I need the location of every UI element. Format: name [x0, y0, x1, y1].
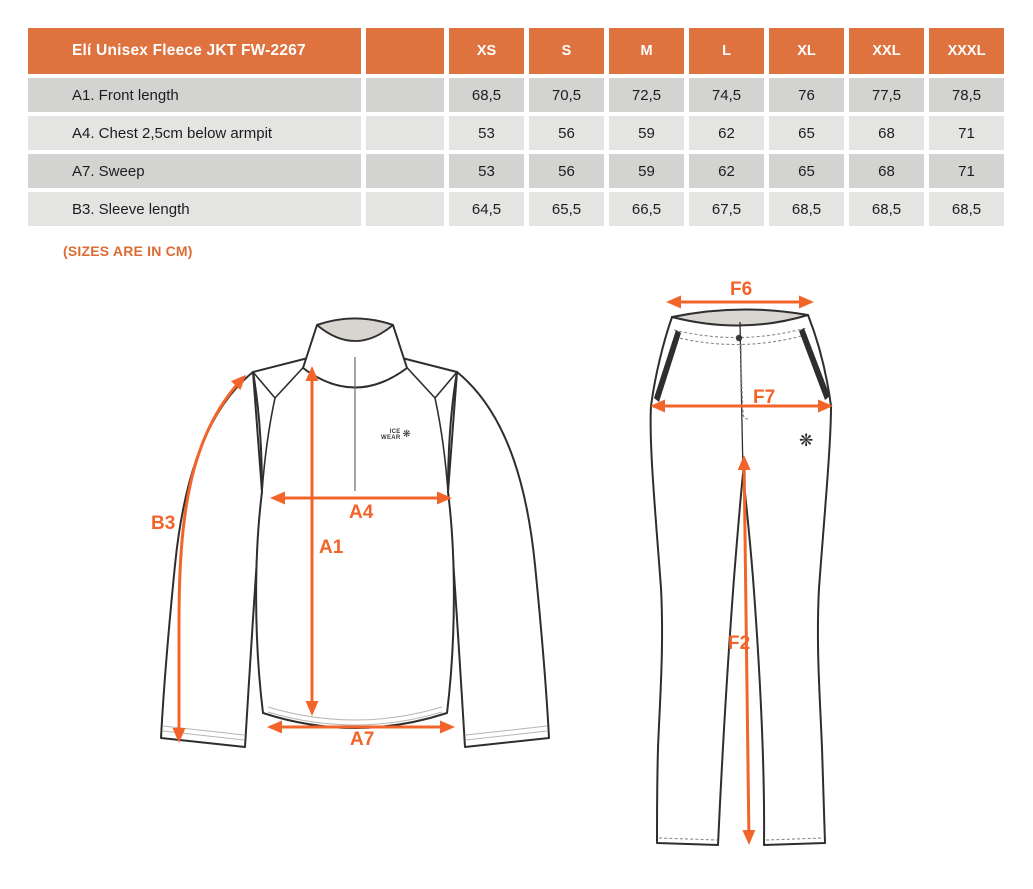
value-cell: 56 — [529, 116, 604, 150]
value-cell: 70,5 — [529, 78, 604, 112]
row-label-chest: A4. Chest 2,5cm below armpit — [28, 116, 361, 150]
snowflake-icon: ❋ — [402, 429, 411, 441]
value-cell: 76 — [769, 78, 844, 112]
value-cell: 78,5 — [929, 78, 1004, 112]
value-cell: 65,5 — [529, 192, 604, 226]
row-spacer-cell — [366, 78, 444, 112]
snowflake-icon: ❋ — [799, 431, 814, 450]
size-header-xxxl: XXXL — [929, 28, 1004, 74]
value-cell: 68,5 — [849, 192, 924, 226]
value-cell: 56 — [529, 154, 604, 188]
value-cell: 71 — [929, 116, 1004, 150]
product-title: Elí Unisex Fleece JKT FW-2267 — [28, 28, 361, 74]
value-cell: 71 — [929, 154, 1004, 188]
row-label-front-length: A1. Front length — [28, 78, 361, 112]
f2-label: F2 — [728, 633, 751, 654]
size-header-s: S — [529, 28, 604, 74]
value-cell: 77,5 — [849, 78, 924, 112]
sizes-unit-note: (SIZES ARE IN CM) — [63, 243, 193, 259]
row-spacer-cell — [366, 192, 444, 226]
row-spacer-cell — [366, 154, 444, 188]
value-cell: 68 — [849, 116, 924, 150]
f6-label: F6 — [730, 279, 753, 300]
f7-label: F7 — [753, 387, 776, 408]
value-cell: 65 — [769, 154, 844, 188]
value-cell: 68,5 — [449, 78, 524, 112]
value-cell: 59 — [609, 154, 684, 188]
waist-button — [736, 335, 742, 341]
icewear-logo-line1: ICE — [389, 429, 401, 435]
jacket-drawing — [140, 295, 570, 770]
value-cell: 53 — [449, 116, 524, 150]
value-cell: 64,5 — [449, 192, 524, 226]
size-table — [28, 28, 1004, 226]
row-label-sleeve-length: B3. Sleeve length — [28, 192, 361, 226]
size-header-xl: XL — [769, 28, 844, 74]
size-header-xxl: XXL — [849, 28, 924, 74]
b3-label: B3 — [151, 513, 176, 534]
value-cell: 66,5 — [609, 192, 684, 226]
value-cell: 68 — [849, 154, 924, 188]
size-header-m: M — [609, 28, 684, 74]
row-spacer-cell — [366, 116, 444, 150]
row-label-sweep: A7. Sweep — [28, 154, 361, 188]
value-cell: 59 — [609, 116, 684, 150]
value-cell: 72,5 — [609, 78, 684, 112]
value-cell: 67,5 — [689, 192, 764, 226]
pants-drawing — [630, 278, 890, 868]
value-cell: 68,5 — [769, 192, 844, 226]
pants-diagram — [630, 278, 890, 868]
value-cell: 74,5 — [689, 78, 764, 112]
header-spacer-cell — [366, 28, 444, 74]
jacket-diagram — [140, 295, 570, 770]
value-cell: 68,5 — [929, 192, 1004, 226]
value-cell: 65 — [769, 116, 844, 150]
value-cell: 53 — [449, 154, 524, 188]
a4-label: A4 — [349, 502, 374, 523]
size-header-xs: XS — [449, 28, 524, 74]
icewear-logo — [381, 429, 411, 442]
a1-label: A1 — [319, 537, 344, 558]
size-header-l: L — [689, 28, 764, 74]
value-cell: 62 — [689, 116, 764, 150]
icewear-logo-line2: WEAR — [381, 435, 401, 442]
value-cell: 62 — [689, 154, 764, 188]
a7-label: A7 — [350, 729, 375, 750]
